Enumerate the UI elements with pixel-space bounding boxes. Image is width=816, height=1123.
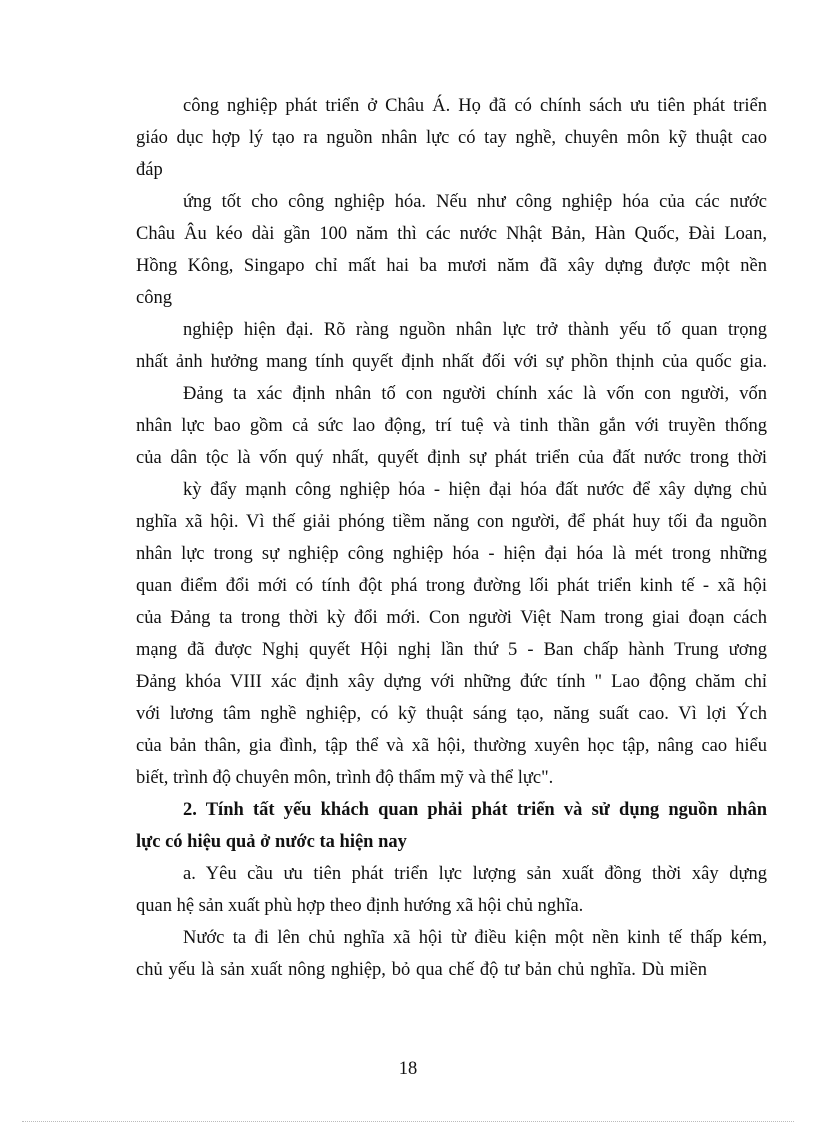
text-line: biết, trình độ chuyên môn, trình độ thẩm mỹ và thể lực". (136, 768, 554, 788)
text-line: với lương tâm nghề nghiệp, có kỹ thuật sáng tạo, năng suất cao. Vì lợi Ých (136, 704, 767, 724)
page-bottom-divider (22, 1121, 794, 1122)
text-line: ứng tốt cho công nghiệp hóa. Nếu như công nghiệp hóa của các nước (183, 192, 767, 212)
section-heading: lực có hiệu quả ở nước ta hiện nay (136, 832, 407, 852)
text-line: Châu Âu kéo dài gần 100 năm thì các nước Nhật Bản, Hàn Quốc, Đài Loan, (136, 224, 767, 244)
text-line: kỳ đẩy mạnh công nghiệp hóa - hiện đại hóa đất nước để xây dựng chủ (183, 480, 767, 500)
text-line: chủ yếu là sản xuất nông nghiệp, bỏ qua chế độ tư bản chủ nghĩa. Dù miền (136, 960, 707, 980)
text-line: quan điểm đổi mới có tính đột phá trong đường lối phát triển kinh tế - xã hội (136, 576, 767, 596)
text-line: Đảng khóa VIII xác định xây dựng với những đức tính " Lao động chăm chỉ (136, 672, 767, 692)
text-line: nhất ảnh hưởng mang tính quyết định nhất đối với sự phồn thịnh của quốc gia. (136, 352, 767, 372)
text-line: của dân tộc là vốn quý nhất, quyết định sự phát triển của đất nước trong thời (136, 448, 767, 468)
text-line: nhân lực trong sự nghiệp công nghiệp hóa - hiện đại hóa là mét trong những (136, 544, 767, 564)
subheading-line: a. Yêu cầu ưu tiên phát triển lực lượng sản xuất đồng thời xây dựng (183, 864, 767, 884)
page-number: 18 (398, 1059, 418, 1079)
text-line: nghĩa xã hội. Vì thế giải phóng tiềm năng con người, để phát huy tối đa nguồn (136, 512, 767, 532)
text-line: giáo dục hợp lý tạo ra nguồn nhân lực có tay nghề, chuyên môn kỹ thuật cao (136, 128, 767, 148)
text-line: nghiệp hiện đại. Rõ ràng nguồn nhân lực trở thành yếu tố quan trọng (183, 320, 767, 340)
text-line: Nước ta đi lên chủ nghĩa xã hội từ điều kiện một nền kinh tế thấp kém, (183, 928, 767, 948)
text-line: mạng đã được Nghị quyết Hội nghị lần thứ 5 - Ban chấp hành Trung ương (136, 640, 767, 660)
text-line: của bản thân, gia đình, tập thể và xã hội, thường xuyên học tập, nâng cao hiểu (136, 736, 767, 756)
text-line: công nghiệp phát triển ở Châu Á. Họ đã có chính sách ưu tiên phát triển (183, 96, 767, 116)
section-heading: 2. Tính tất yếu khách quan phải phát triển và sử dụng nguồn nhân (183, 800, 767, 820)
text-line: Hồng Kông, Singapo chỉ mất hai ba mươi năm đã xây dựng được một nền (136, 256, 767, 276)
text-line: Đảng ta xác định nhân tố con người chính xác là vốn con người, vốn (183, 384, 767, 404)
text-line: của Đảng ta trong thời kỳ đổi mới. Con người Việt Nam trong giai đoạn cách (136, 608, 767, 628)
text-line: đáp (136, 160, 163, 180)
subheading-line: quan hệ sản xuất phù hợp theo định hướng xã hội chủ nghĩa. (136, 896, 584, 916)
text-line: công (136, 288, 172, 308)
text-line: nhân lực bao gồm cả sức lao động, trí tuệ và tinh thần gắn với truyền thống (136, 416, 767, 436)
